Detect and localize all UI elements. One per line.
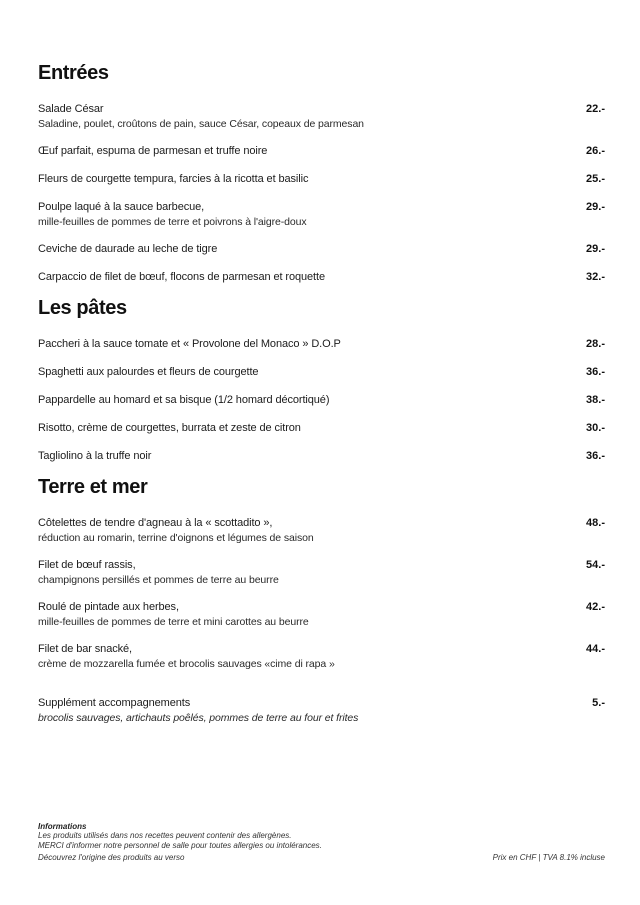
page-footer <box>38 822 605 863</box>
item-texts <box>38 101 586 131</box>
menu-item <box>38 641 605 671</box>
footer-informations-title: Informations <box>38 822 87 831</box>
item-texts <box>38 241 586 257</box>
item-description: champignons persillés et pommes de terre au beurre <box>38 574 279 586</box>
item-price: 54.- <box>586 559 605 571</box>
item-price: 5.- <box>592 697 605 709</box>
section-items <box>38 101 605 285</box>
item-name: Côtelettes de tendre d'agneau à la « scottadito », <box>38 517 273 529</box>
item-texts <box>38 392 586 408</box>
item-price: 42.- <box>586 601 605 613</box>
section-title: Les pâtes <box>38 297 127 319</box>
item-texts <box>38 199 586 229</box>
menu-section <box>38 62 605 285</box>
item-texts <box>38 695 592 725</box>
menu-item <box>38 420 605 436</box>
item-texts <box>38 641 586 671</box>
item-texts <box>38 143 586 159</box>
menu-item <box>38 101 605 131</box>
menu-item <box>38 336 605 352</box>
item-description: mille-feuilles de pommes de terre et poivrons à l'aigre-doux <box>38 216 307 228</box>
item-price: 36.- <box>586 450 605 462</box>
item-texts <box>38 599 586 629</box>
item-name: Filet de bœuf rassis, <box>38 559 136 571</box>
menu-item <box>38 143 605 159</box>
menu-item <box>38 364 605 380</box>
menu-item <box>38 241 605 257</box>
item-name: Tagliolino à la truffe noir <box>38 450 152 462</box>
item-name: Fleurs de courgette tempura, farcies à la ricotta et basilic <box>38 173 309 185</box>
item-description: mille-feuilles de pommes de terre et mini carottes au beurre <box>38 616 309 628</box>
item-price: 26.- <box>586 145 605 157</box>
item-name: Pappardelle au homard et sa bisque (1/2 homard décortiqué) <box>38 394 330 406</box>
menu-section <box>38 476 605 671</box>
item-price: 25.- <box>586 173 605 185</box>
item-price: 44.- <box>586 643 605 655</box>
item-description: brocolis sauvages, artichauts poêlés, pommes de terre au four et frites <box>38 712 359 724</box>
menu-item <box>38 199 605 229</box>
footer-informations <box>38 822 322 863</box>
section-title: Terre et mer <box>38 476 148 498</box>
item-name: Supplément accompagnements <box>38 697 191 709</box>
footer-origin-note: Découvrez l'origine des produits au verso <box>38 853 185 862</box>
supplement-block <box>38 695 605 725</box>
footer-allergen-note-2: MERCI d'informer notre personnel de salle pour toutes allergies ou intolérances. <box>38 840 322 850</box>
item-price: 38.- <box>586 394 605 406</box>
item-price: 32.- <box>586 271 605 283</box>
item-texts <box>38 420 586 436</box>
item-price: 28.- <box>586 338 605 350</box>
item-price: 48.- <box>586 517 605 529</box>
item-name: Poulpe laqué à la sauce barbecue, <box>38 201 205 213</box>
menu-item <box>38 557 605 587</box>
item-price: 30.- <box>586 422 605 434</box>
menu-item <box>38 171 605 187</box>
item-texts <box>38 557 586 587</box>
item-texts <box>38 364 586 380</box>
menu-sections <box>38 62 605 671</box>
item-name: Paccheri à la sauce tomate et « Provolone del Monaco » D.O.P <box>38 338 341 350</box>
item-name: Roulé de pintade aux herbes, <box>38 601 179 613</box>
item-texts <box>38 336 586 352</box>
item-texts <box>38 171 586 187</box>
section-items <box>38 336 605 464</box>
item-description: Saladine, poulet, croûtons de pain, sauce César, copeaux de parmesan <box>38 118 364 130</box>
item-name: Ceviche de daurade au leche de tigre <box>38 243 218 255</box>
item-description: crème de mozzarella fumée et brocolis sauvages «cime di rapa » <box>38 658 335 670</box>
item-name: Filet de bar snacké, <box>38 643 132 655</box>
item-texts <box>38 515 586 545</box>
item-texts <box>38 448 586 464</box>
item-price: 22.- <box>586 103 605 115</box>
menu-item <box>38 515 605 545</box>
section-title: Entrées <box>38 62 109 84</box>
item-texts <box>38 269 586 285</box>
item-price: 36.- <box>586 366 605 378</box>
menu-item <box>38 695 605 725</box>
item-price: 29.- <box>586 201 605 213</box>
item-name: Salade César <box>38 103 104 115</box>
section-items <box>38 515 605 671</box>
menu-item <box>38 269 605 285</box>
footer-allergen-note-1: Les produits utilisés dans nos recettes peuvent contenir des allergènes. <box>38 831 292 840</box>
menu-item <box>38 392 605 408</box>
menu-section <box>38 297 605 464</box>
item-description: réduction au romarin, terrine d'oignons et légumes de saison <box>38 532 314 544</box>
item-name: Œuf parfait, espuma de parmesan et truffe noire <box>38 145 268 157</box>
item-name: Carpaccio de filet de bœuf, flocons de parmesan et roquette <box>38 271 325 283</box>
item-name: Risotto, crème de courgettes, burrata et zeste de citron <box>38 422 301 434</box>
item-price: 29.- <box>586 243 605 255</box>
menu-item <box>38 448 605 464</box>
menu-item <box>38 599 605 629</box>
footer-price-note: Prix en CHF | TVA 8.1% incluse <box>492 853 605 862</box>
item-name: Spaghetti aux palourdes et fleurs de courgette <box>38 366 259 378</box>
